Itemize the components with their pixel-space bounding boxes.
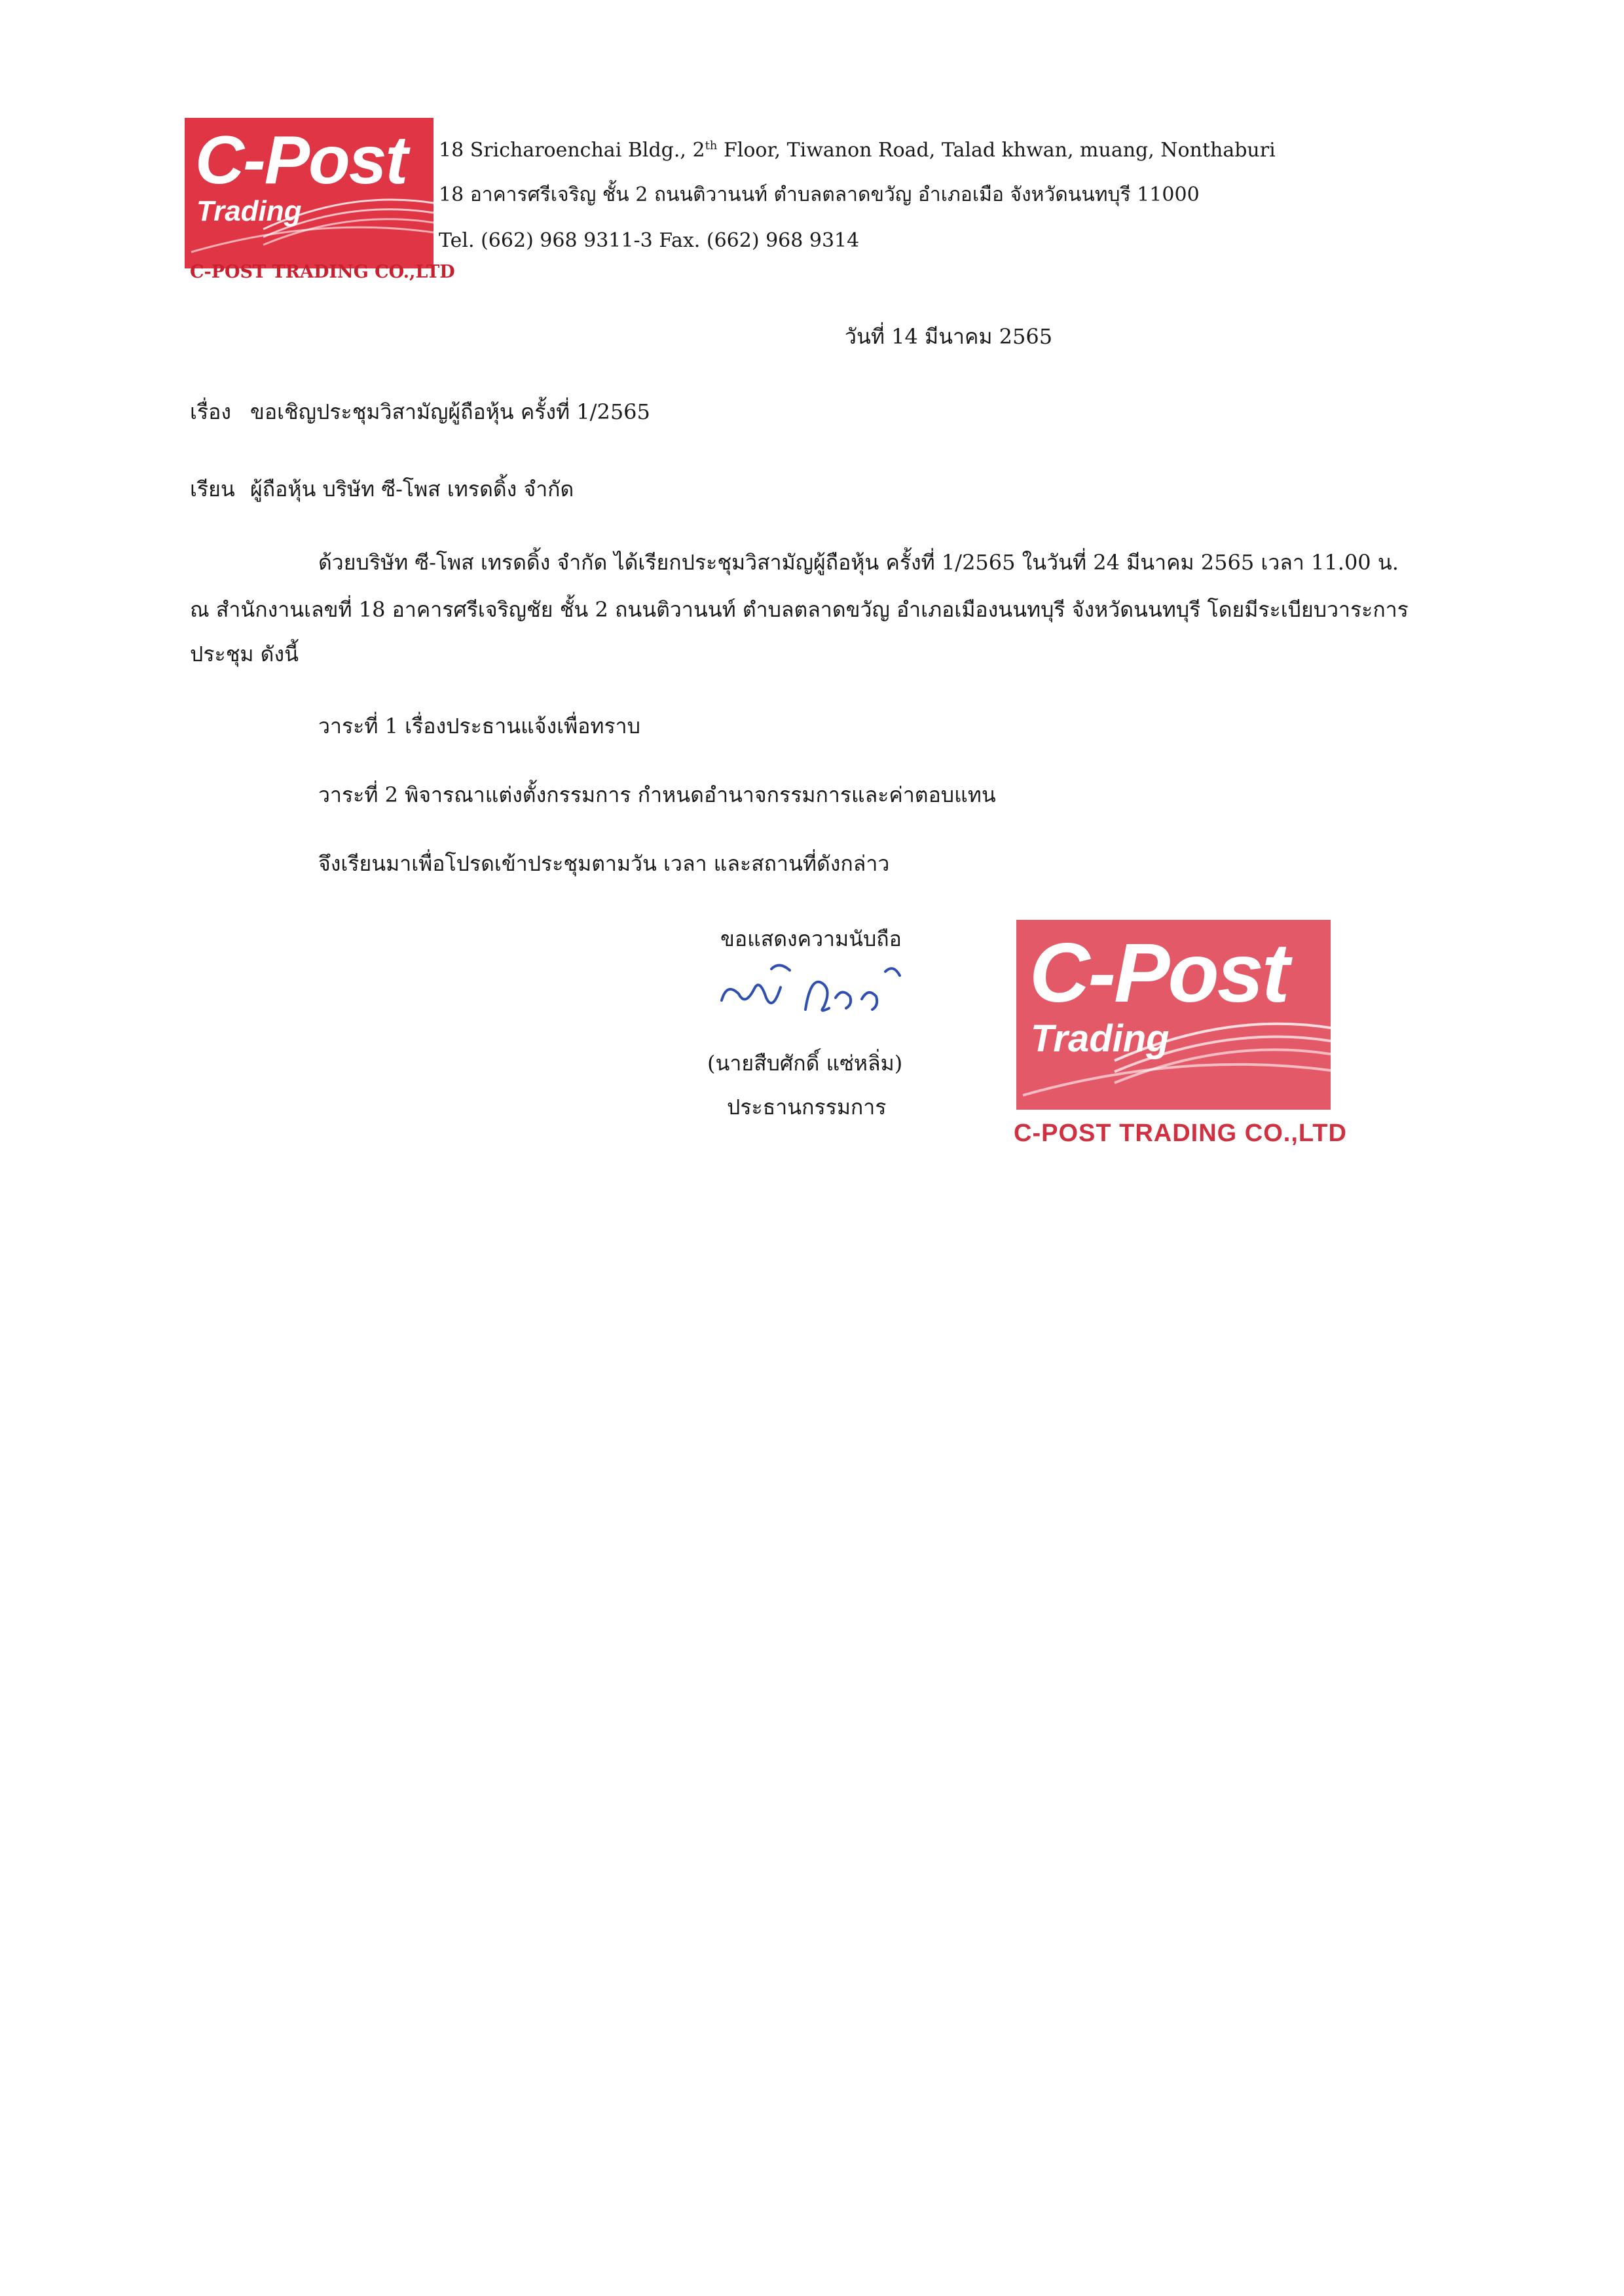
agenda-item-1: วาระที่ 1 เรื่องประธานแจ้งเพื่อทราบ [318, 714, 640, 738]
stamp-company-name: C-POST TRADING CO.,LTD [1014, 1120, 1347, 1147]
logo-swoosh-icon [185, 118, 434, 268]
company-logo [185, 118, 434, 268]
signature-mark [707, 949, 917, 1028]
body-line-3: ประชุม ดังนี้ [190, 642, 299, 666]
address-english-rest: Floor, Tiwanon Road, Talad khwan, muang, Nonthaburi [717, 139, 1276, 162]
stamp-subword: Trading [1031, 1017, 1170, 1060]
stamp-swoosh-icon [1016, 920, 1331, 1110]
subject-text: ขอเชิญประชุมวิสามัญผู้ถือหุ้น ครั้งที่ 1/2565 [250, 399, 650, 424]
subject-label: เรื่อง [190, 399, 231, 424]
address-thai: 18 อาคารศรีเจริญ ชั้น 2 ถนนติวานนท์ ตำบลตลาดขวัญ อำเภอเมือ จังหวัดนนทบุรี 11000 [439, 183, 1200, 206]
logo-company-name: C-POST TRADING CO.,LTD [190, 262, 455, 282]
address-english-sup: th [705, 139, 718, 153]
logo-subword: Trading [196, 195, 302, 227]
letter-date: วันที่ 14 มีนาคม 2565 [845, 324, 1053, 349]
agenda-item-2: วาระที่ 2 พิจารณาแต่งตั้งกรรมการ กำหนดอำนาจกรรมการและค่าตอบแทน [318, 782, 996, 807]
logo-wordmark: C-Post [195, 122, 407, 198]
signatory-name: (นายสืบศักดิ์ แซ่หลิ่ม) [707, 1051, 903, 1076]
to-text: ผู้ถือหุ้น บริษัท ซี-โพส เทรดดิ้ง จำกัด [250, 477, 574, 501]
closing-line: จึงเรียนมาเพื่อโปรดเข้าประชุมตามวัน เวลา และสถานที่ดังกล่าว [318, 851, 890, 876]
contact-line: Tel. (662) 968 9311-3 Fax. (662) 968 9314 [439, 229, 860, 252]
to-label: เรียน [190, 477, 235, 501]
address-english [439, 139, 1276, 162]
sign-off: ขอแสดงความนับถือ [720, 926, 902, 951]
address-english-main: 18 Sricharoenchai Bldg., 2 [439, 139, 705, 162]
company-stamp [1016, 920, 1331, 1110]
body-line-1: ด้วยบริษัท ซี-โพส เทรดดิ้ง จำกัด ได้เรียกประชุมวิสามัญผู้ถือหุ้น ครั้งที่ 1/2565 ในวันที่ 24 มีนาคม 2565 เวลา 11.00 น. [318, 550, 1399, 575]
signatory-title: ประธานกรรมการ [727, 1095, 887, 1120]
body-line-2: ณ สำนักงานเลขที่ 18 อาคารศรีเจริญชัย ชั้น 2 ถนนติวานนท์ ตำบลตลาดขวัญ อำเภอเมืองนนทบุรี จังหวัดนนทบุรี โดยมีระเบียบวาระการ [190, 597, 1409, 622]
stamp-wordmark: C-Post [1029, 926, 1288, 1020]
